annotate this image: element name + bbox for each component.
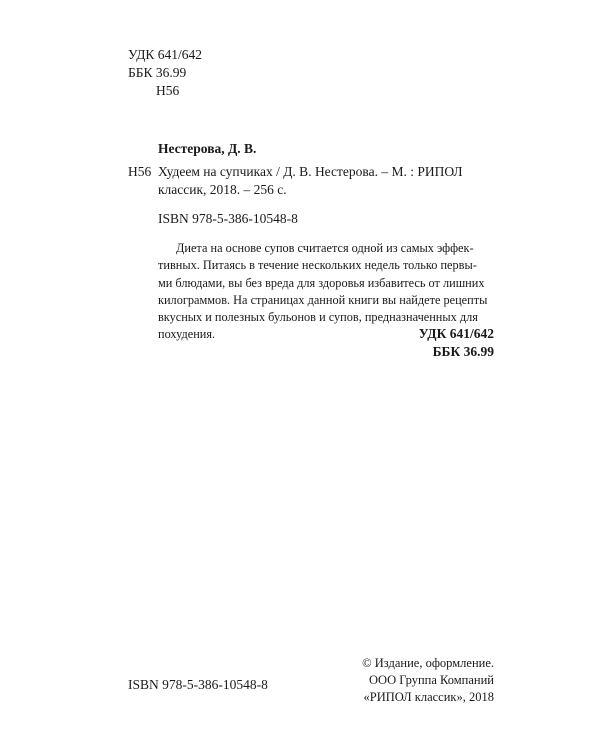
copyright-line-1: © Издание, оформление. [362, 656, 494, 670]
annotation-line: ми блюдами, вы без вреда для здоровья избавитесь от лишних [158, 275, 485, 290]
annotation-line: тивных. Питаясь в течение нескольких недель только первы- [158, 258, 477, 273]
annotation-line: килограммов. На страницах данной книги вы найдете рецепты [158, 292, 488, 307]
bbk-code-top: ББК 36.99 [128, 65, 187, 80]
annotation-line: похудения. [158, 327, 216, 342]
udk-code-bottom: УДК 641/642 [418, 326, 494, 341]
copyright-line-2: ООО Группа Компаний [369, 673, 494, 687]
bbk-code-bottom: ББК 36.99 [432, 344, 494, 359]
title-line-2: классик, 2018. – 256 с. [158, 182, 287, 197]
annotation-line: вкусных и полезных бульонов и супов, предназначенных для [158, 310, 478, 325]
author-name: Нестерова, Д. В. [158, 141, 257, 156]
author-mark-side: Н56 [128, 164, 152, 179]
author-mark-top: Н56 [156, 83, 180, 98]
copyright-line-3: «РИПОЛ классик», 2018 [363, 690, 494, 704]
udk-code-top: УДК 641/642 [128, 47, 203, 62]
title-line-1: Худеем на супчиках / Д. В. Нестерова. – М. : РИПОЛ [158, 164, 463, 179]
annotation-line: Диета на основе супов считается одной из самых эффек- [176, 241, 474, 255]
isbn-main: ISBN 978-5-386-10548-8 [158, 211, 298, 226]
isbn-footer: ISBN 978-5-386-10548-8 [128, 677, 268, 692]
